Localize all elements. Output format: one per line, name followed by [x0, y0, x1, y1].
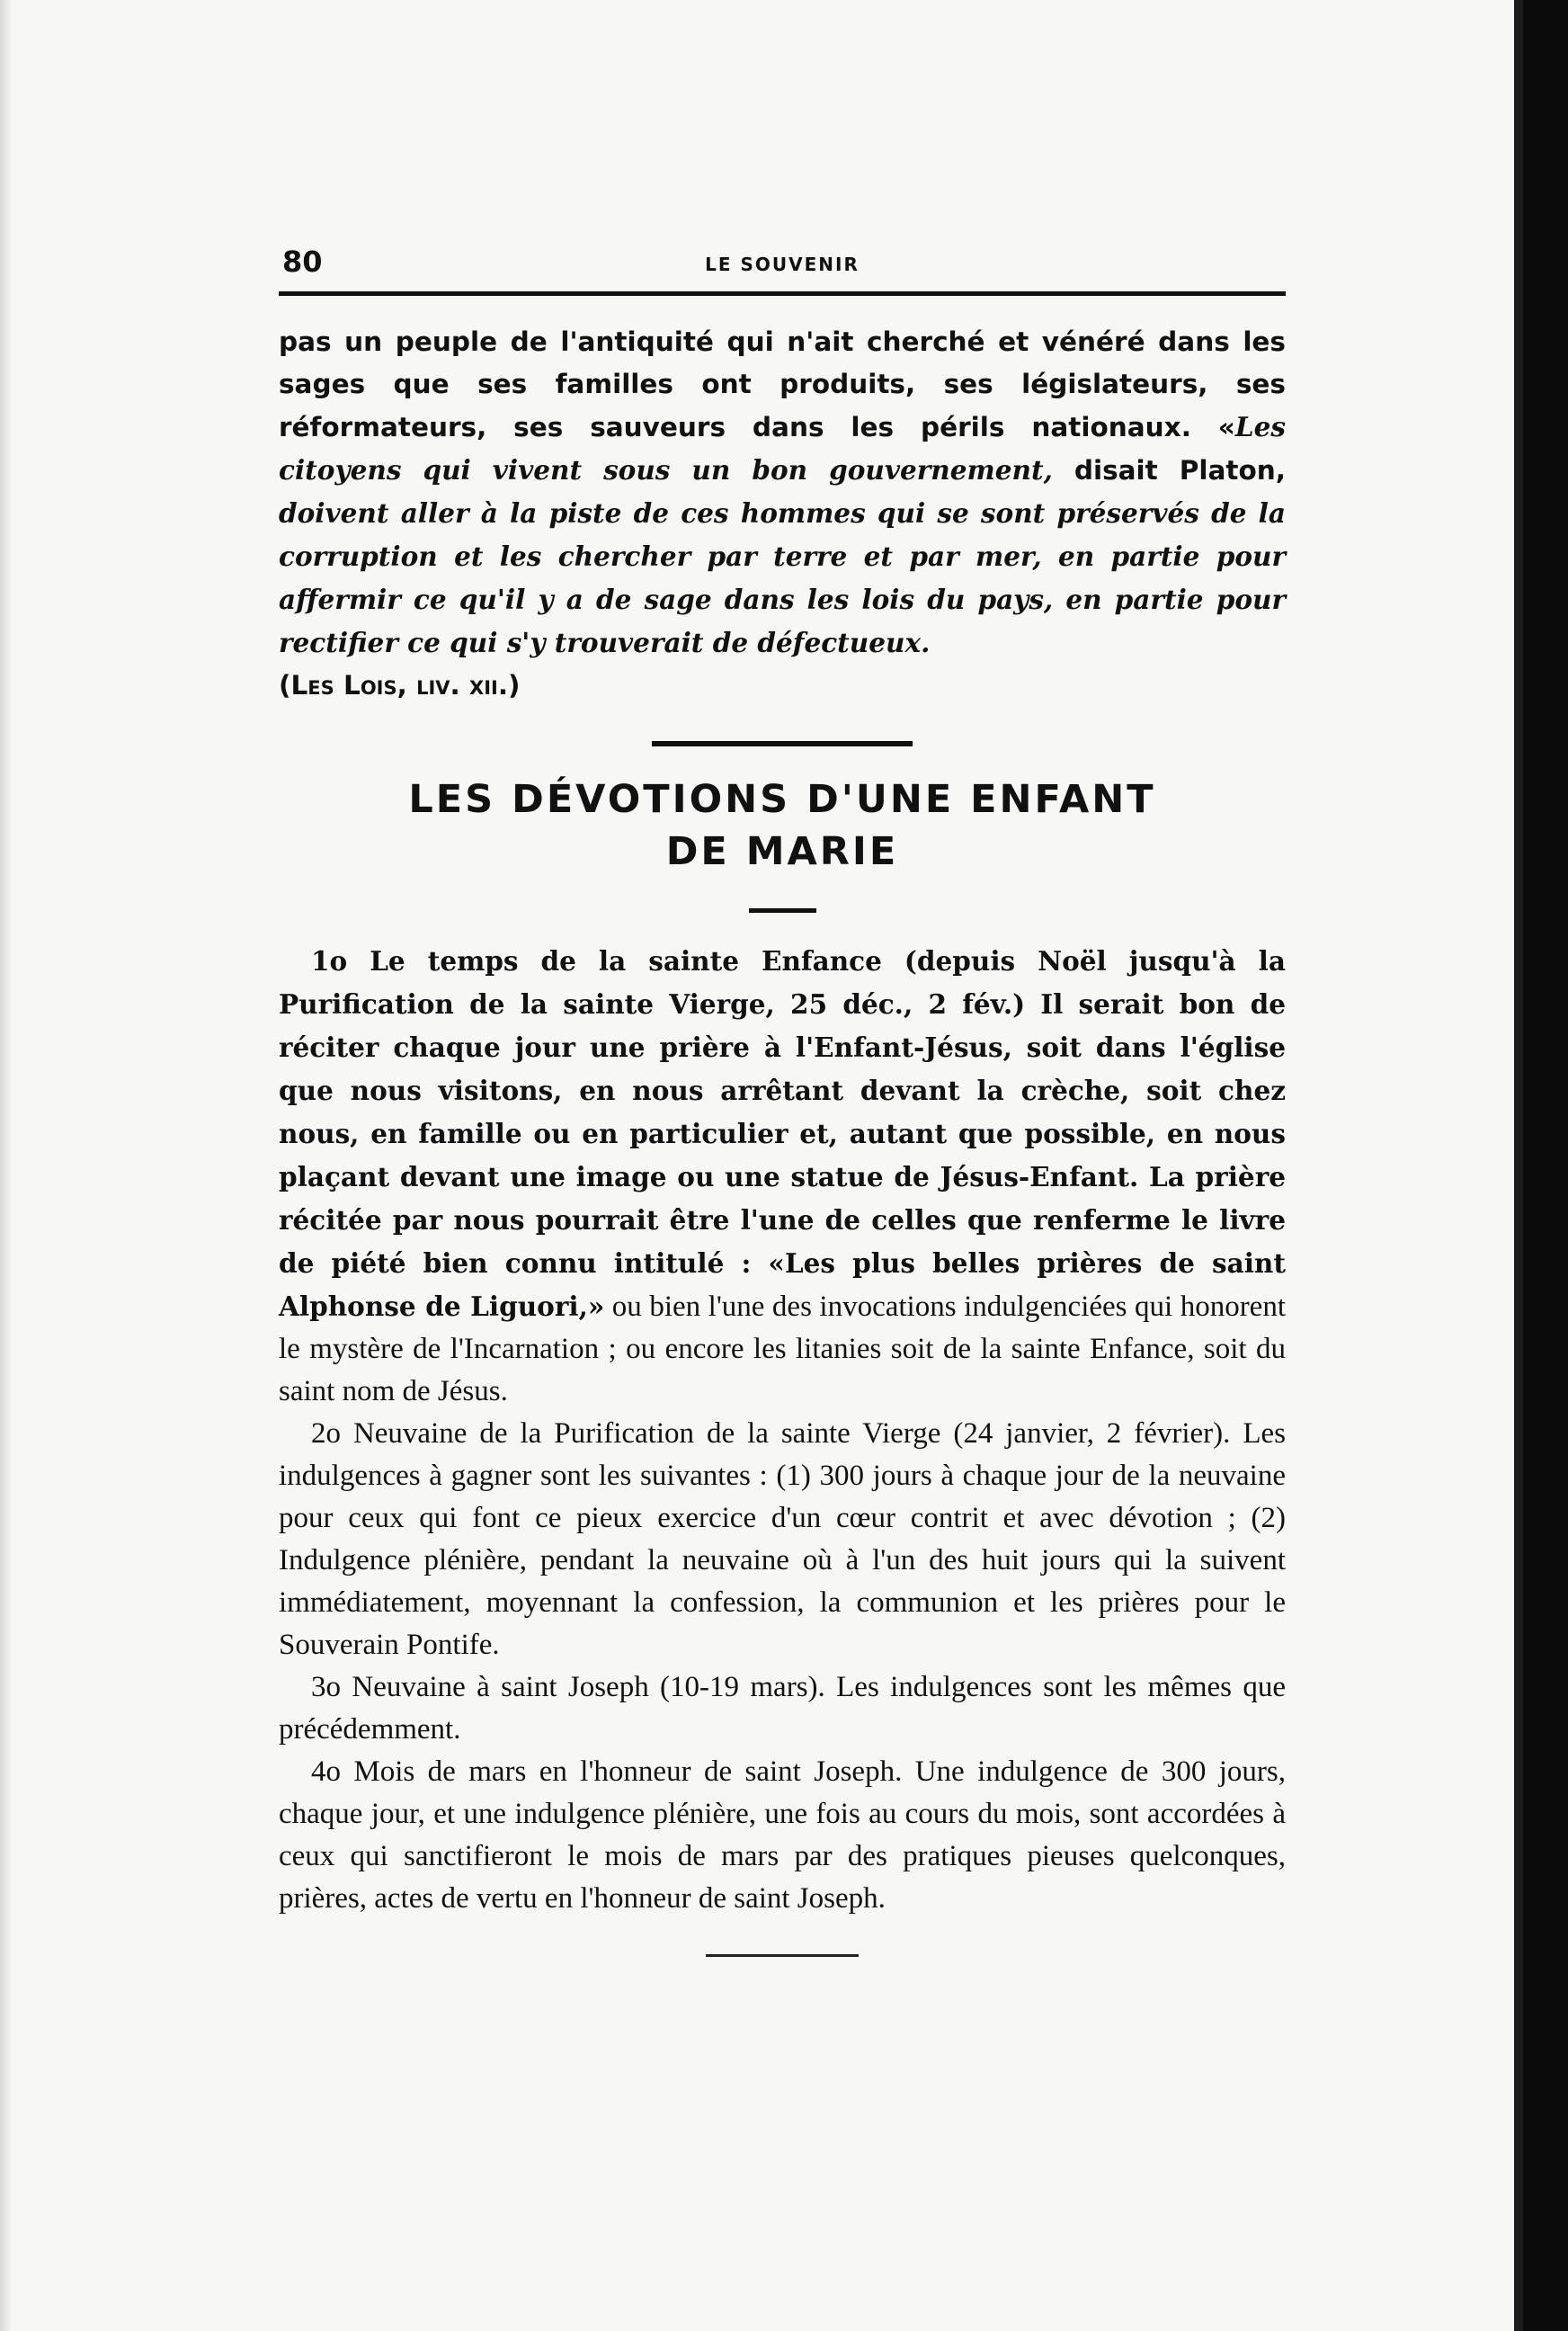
- running-title: LE SOUVENIR: [705, 254, 860, 275]
- article-title-line1: LES DÉVOTIONS D'UNE ENFANT: [408, 777, 1156, 822]
- quote-source-open: (: [279, 670, 291, 701]
- end-rule: [706, 1954, 859, 1957]
- quote-text-b: disait Platon,: [1052, 455, 1286, 486]
- running-head: [279, 236, 1286, 296]
- section-divider: [652, 741, 913, 746]
- body-text: [279, 321, 1286, 1957]
- quote-italic-b: doivent aller à la piste de ces hommes qui se sont préservés de la corruption et les chercher par terre et par mer, en partie pour affermir ce qu'il y a de sage dans les lois du pays, en partie pour rectifier ce qui s'y trouverait de défectueux.: [279, 497, 1286, 658]
- page: [279, 236, 1286, 1957]
- paragraph-2: 2o Neuvaine de la Purification de la sainte Vierge (24 janvier, 2 février). Les indulgences à gagner sont les suivantes : (1) 300 jours à chaque jour de la neuvaine pour ceux qui font ce pieux exercice d'un cœur contrit et avec dévotion ; (2) Indulgence plénière, pendant la neuvaine où à l'un des huit jours qui la suivent immédiatement, moyennant la confession, la communion et les prières pour le Souverain Pontife.: [279, 1417, 1286, 1661]
- quote-source-work: Les Lois,: [290, 670, 407, 701]
- paragraph-1-regular: ou bien l'une des invocations indulgenciées qui honorent le mystère de l'Incarnation ; ou encore les litanies soit de la sainte Enfance, soit du saint nom de Jésus.: [279, 1291, 1287, 1407]
- page-number: 80: [282, 245, 323, 279]
- quote-italic-a: Les citoyens qui vivent sous un bon gouvernement,: [279, 411, 1286, 486]
- scan-right-edge: [1514, 0, 1568, 2331]
- paragraph-1-bold: 1o Le temps de la sainte Enfance (depuis Noël jusqu'à la Purification de la sainte Vierge, 25 déc., 2 fév.) Il serait bon de réciter chaque jour une prière à l'Enfant-Jésus, soit dans l'église que nous visitons, en nous arrêtant devant la crèche, soit chez nous, en famille ou en particulier et, autant que possible, en nous plaçant devant une image ou une statue de Jésus-Enfant. La prière récitée par nous pourrait être l'une de celles que renferme le livre de piété bien connu intitulé : «Les plus belles prières de saint Alphonse de Liguori,»: [279, 945, 1286, 1322]
- title-underline: [749, 908, 816, 913]
- quote-text-a: pas un peuple de l'antiquité qui n'ait cherché et vénéré dans les sages que ses familles ont produits, ses législateurs, ses réformateurs, ses sauveurs dans les périls nationaux. «: [279, 326, 1286, 442]
- article-title: [279, 773, 1286, 878]
- quote-paragraph: [279, 321, 1286, 707]
- scan-left-edge: [0, 0, 13, 2331]
- paragraph-1: [279, 940, 1286, 1413]
- paragraph-4: 4o Mois de mars en l'honneur de saint Joseph. Une indulgence de 300 jours, chaque jour, et une indulgence plénière, une fois au cours du mois, sont accordées à ceux qui sanctifieront le mois de mars par des pratiques pieuses quelconques, prières, actes de vertu en l'honneur de saint Joseph.: [279, 1755, 1286, 1915]
- article-title-line2: DE MARIE: [665, 829, 899, 874]
- quote-source-book: liv. xii.): [406, 670, 521, 701]
- paragraph-3: 3o Neuvaine à saint Joseph (10-19 mars). Les indulgences sont les mêmes que précédemment.: [279, 1671, 1286, 1746]
